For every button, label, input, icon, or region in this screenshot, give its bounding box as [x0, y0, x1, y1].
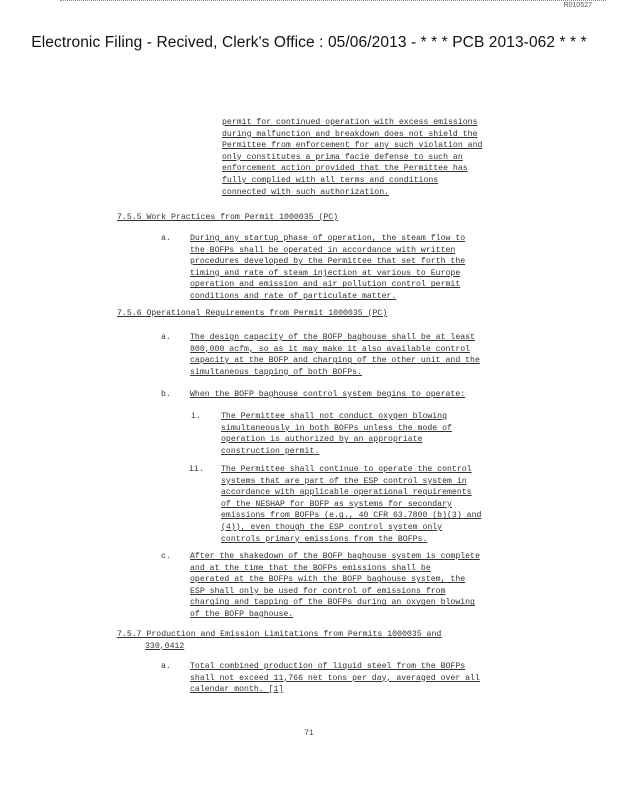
text-line: ESP shall only be used for control of emissions from	[190, 586, 446, 596]
text-line: fully complied with all terms and conditions	[222, 175, 439, 185]
filing-stamp-header: Electronic Filing - Recived, Clerk's Office : 05/06/2013 - * * * PCB 2013-062 * * *	[31, 34, 587, 51]
page-number: 71	[304, 729, 314, 738]
operational-item-b-ii	[221, 464, 534, 545]
text-line: of the BOFP baghouse.	[190, 609, 294, 619]
text-line: operation and emission and air pollution control permit	[190, 280, 461, 290]
text-line: connected with such authorization.	[222, 187, 390, 197]
text-line: the BOFPs shall be operated in accordance with written	[190, 245, 456, 255]
text-line: calendar month. [1]	[190, 685, 284, 695]
operational-item-a	[190, 332, 534, 378]
top-dotted-rule	[60, 0, 606, 1]
operational-item-b	[190, 389, 534, 401]
text-line: simultaneously in both BOFPs unless the mode of	[221, 423, 452, 433]
work-practices-item-a	[190, 233, 534, 303]
section-heading-7-5-6: 7.5.6 Operational Requirements from Permit 1000035 (PC)	[117, 309, 388, 318]
text-line: during malfunction and breakdown does not shield the	[222, 129, 478, 139]
text-line: shall not exceed 11,766 net tons per day, averaged over all	[190, 673, 480, 683]
text-line: of the NESHAP for BOFP as systems for secondary	[221, 499, 452, 509]
text-line: After the shakedown of the BOFP baghouse system is complete	[190, 552, 480, 561]
text-line: emissions from BOFPs (e.g., 40 CFR 63.7800 (b)(3) and	[221, 511, 482, 521]
text-line: permit for continued operation with excess emissions	[222, 118, 478, 127]
heading-line: 7.5.7 Production and Emission Limitations from Permits 1000035 and	[117, 630, 442, 639]
operational-item-c	[190, 551, 534, 621]
text-line: Total combined production of liquid steel from the BOFPs	[190, 662, 466, 671]
section-heading-7-5-7	[117, 629, 537, 652]
text-line: (4)), even though the ESP control system only	[221, 522, 443, 532]
carryover-paragraph	[222, 117, 534, 198]
subitem-label: ii.	[189, 465, 204, 474]
item-label: b.	[161, 390, 171, 399]
text-line: construction permit.	[221, 446, 320, 456]
text-line: 800,000 acfm, so as it may make it also available control	[190, 344, 471, 354]
text-line: simultaneous tapping of both BOFPs.	[190, 367, 362, 377]
subitem-label: i.	[191, 412, 201, 421]
text-line: During any startup phase of operation, the steam flow to	[190, 234, 466, 243]
text-line: operation is authorized by an appropriate	[221, 435, 423, 445]
item-label: c.	[161, 552, 171, 561]
text-line: The design capacity of the BOFP baghouse shall be at least	[190, 333, 475, 342]
text-line: systems that are part of the ESP control system in	[221, 476, 467, 486]
text-line: capacity at the BOFP and charging of the other unit and the	[190, 356, 480, 366]
production-item-a	[190, 661, 534, 696]
bates-number: R010527	[563, 2, 592, 9]
operational-item-b-i	[221, 411, 534, 457]
text-line: When the BOFP baghouse control system begins to operate:	[190, 390, 466, 399]
text-line: timing and rate of steam injection at various to Europe	[190, 268, 461, 278]
item-label: a.	[161, 662, 171, 671]
section-heading-7-5-5: 7.5.5 Work Practices from Permit 1000035 (PC)	[117, 213, 339, 222]
text-line: only constitutes a prima facie defense to such an	[222, 152, 463, 162]
text-line: The Permittee shall continue to operate the control	[221, 465, 472, 474]
text-line: conditions and rate of particulate matter.	[190, 291, 397, 301]
text-line: operated at the BOFPs with the BOFP baghouse system, the	[190, 575, 466, 585]
text-line: Permittee from enforcement for any such violation and	[222, 141, 483, 151]
item-label: a.	[161, 234, 171, 243]
text-line: and at the time that the BOFPs emissions shall be	[190, 563, 431, 573]
text-line: procedures developed by the Permittee that set forth the	[190, 257, 466, 267]
item-label: a.	[161, 333, 171, 342]
text-line: controls primary emissions from the BOFPs.	[221, 534, 428, 544]
heading-line: 330,0412	[145, 641, 185, 651]
text-line: enforcement action provided that the Permittee has	[222, 164, 468, 174]
text-line: charging and tapping of the BOFPs during an oxygen blowing	[190, 598, 475, 608]
text-line: accordance with applicable operational requirements	[221, 488, 472, 498]
text-line: The Permittee shall not conduct oxygen blowing	[221, 412, 448, 421]
